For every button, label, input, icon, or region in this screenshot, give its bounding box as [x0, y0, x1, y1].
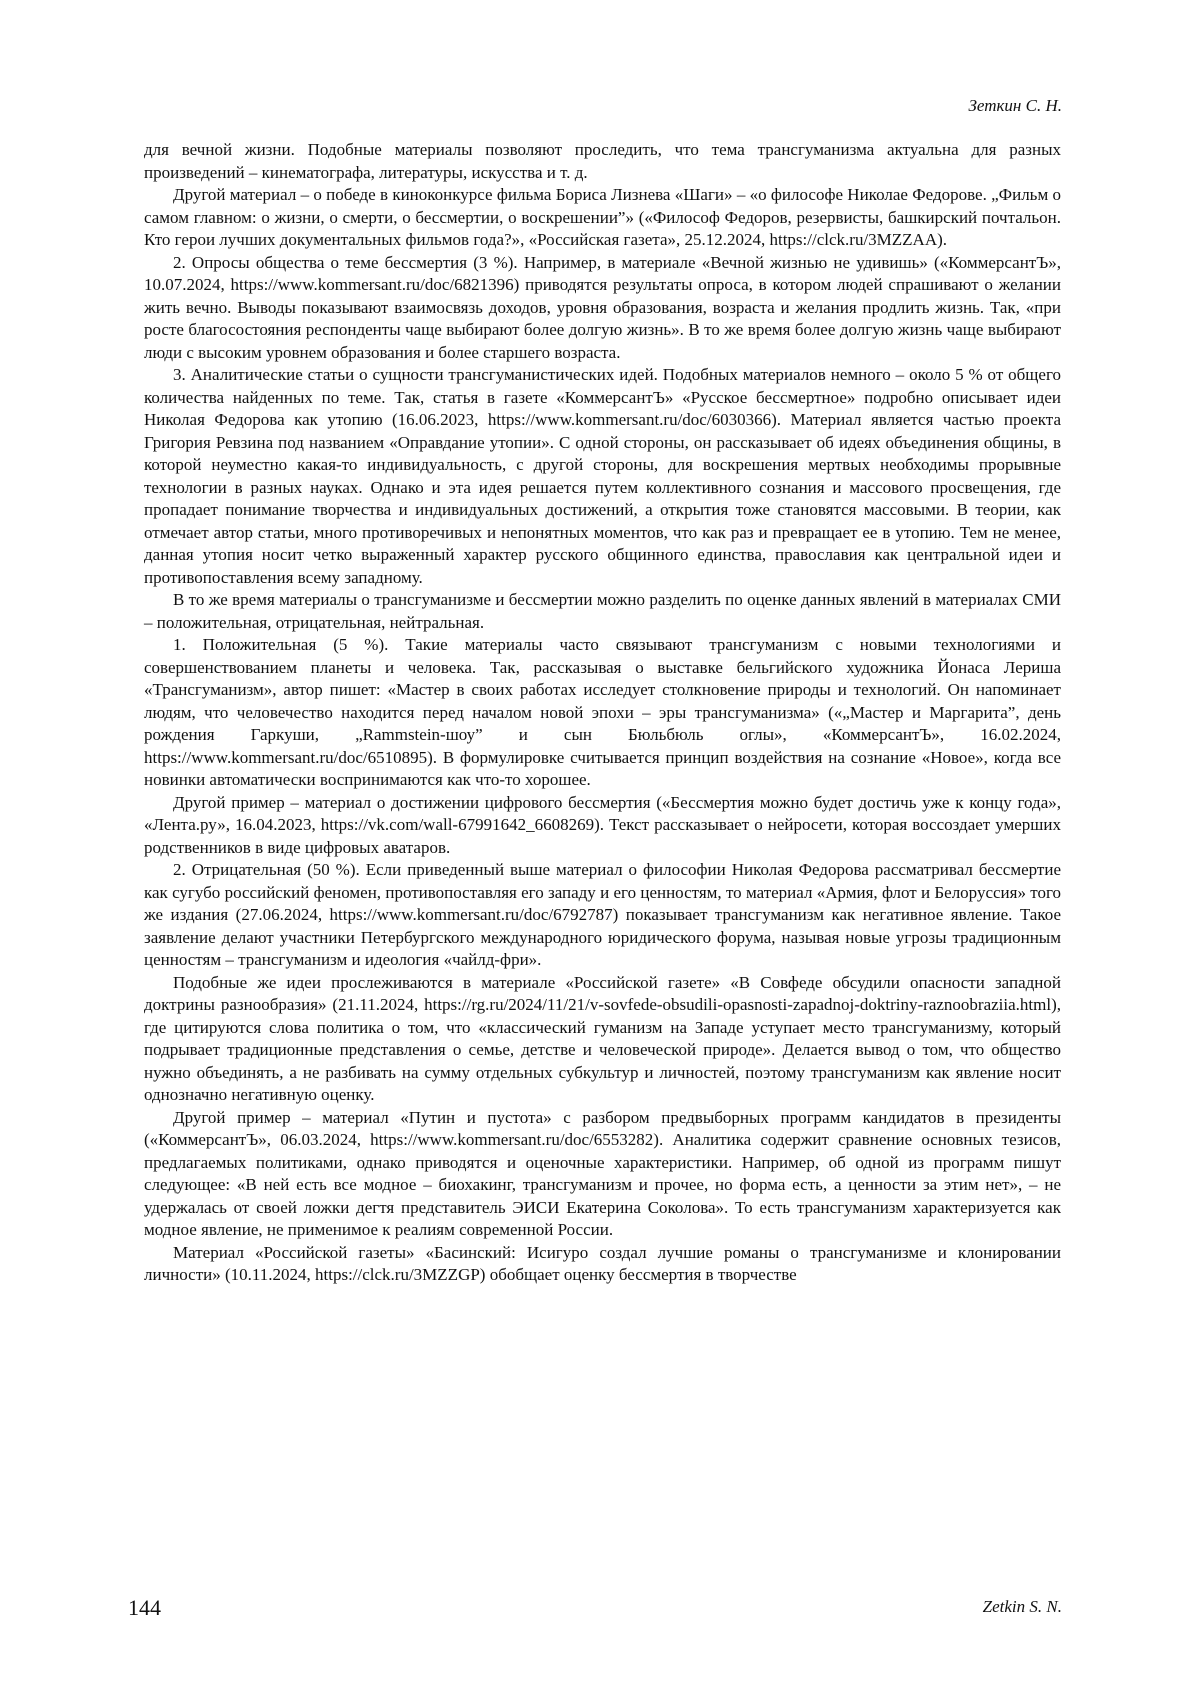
paragraph: 2. Опросы общества о теме бессмертия (3 %). Например, в материале «Вечной жизнью не удивишь» («КоммерсантЪ», 10.07.2024, https://www.kommersant.ru/doc/6821396) приводятся результаты опроса, в котором людей спрашивают о желании жить вечно. Выводы показывают взаимосвязь доходов, уровня образования, возраста и желания продлить жизнь. Так, «при росте благосостояния респонденты чаще выбирают более долгую жизнь». В то же время более долгую жизнь чаще выбирают люди с высоким уровнем образования и более старшего возраста. [144, 252, 1061, 362]
paragraph: Другой пример – материал «Путин и пустота» с разбором предвыборных программ кандидатов в президенты («КоммерсантЪ», 06.03.2024, https://www.kommersant.ru/doc/6553282). Аналитика содержит сравнение основных тезисов, предлагаемых политиками, однако приводятся и оценочные характеристики. Например, об одной из программ пишут следующее: «В ней есть все модное – биохакинг, трансгуманизм и прочее, но форма есть, а ценности за этим нет», – не удержалась от своей ложки дегтя представитель ЭИСИ Екатерина Соколова». То есть трансгуманизм характеризуется как модное явление, не применимое к реалиям современной России. [144, 1107, 1061, 1239]
paragraph: 2. Отрицательная (50 %). Если приведенный выше материал о философии Николая Федорова рассматривал бессмертие как сугубо российский феномен, противопоставляя его западу и его ценностям, то материал «Армия, флот и Белоруссия» того же издания (27.06.2024, https://www.kommersant.ru/doc/6792787) показывает трансгуманизм как негативное явление. Такое заявление делают участники Петербургского международного юридического форума, называя новые угрозы традиционным ценностям – трансгуманизм и идеология «чайлд-фри». [144, 860, 1061, 969]
paragraph: 3. Аналитические статьи о сущности трансгуманистических идей. Подобных материалов немного – около 5 % от общего количества найденных по теме. Так, статья в газете «КоммерсантЪ» «Русское бессмертное» подробно описывает идеи Николая Федорова как утопию (16.06.2023, https://www.kommersant.ru/doc/6030366). Материал является частью проекта Григория Ревзина под названием «Оправдание утопии». С одной стороны, он рассказывает об идеях объединения общины, в которой неуместно какая-то индивидуальность, с другой стороны, для воскрешения мертвых необходимы прорывные технологии в разных науках. Однако и эта идея решается путем коллективного сознания и массового просвещения, где пропадает понимание творчества и индивидуальных достижений, а открытия тоже становятся массовыми. В теории, как отмечает автор статьи, много противоречивых и непонятных моментов, что как раз и превращает ее в утопию. Тем не менее, данная утопия носит четко выраженный характер русского общинного единства, православия как центральной идеи и противопоставления всему западному. [144, 365, 1061, 587]
paragraph: В то же время материалы о трансгуманизме и бессмертии можно разделить по оценке данных явлений в материалах СМИ – положительная, отрицательная, нейтральная. [144, 590, 1061, 632]
paragraph: Материал «Российской газеты» «Басинский: Исигуро создал лучшие романы о трансгуманизме и клонировании личности» (10.11.2024, https://clck.ru/3MZZGP) обобщает оценку бессмертия в творчестве [144, 1242, 1061, 1284]
running-footer-author: Zetkin S. N. [982, 1597, 1062, 1616]
paragraph: Подобные же идеи прослеживаются в материале «Российской газете» «В Совфеде обсудили опасности западной доктрины разнообразия» (21.11.2024, https://rg.ru/2024/11/21/v-sovfede-obsudili-opasnosti-zapadnoj-doktriny-raznoobraziia.html), где цитируются слова политика о том, что «классический гуманизм на Западе уступает место трансгуманизму, который подрывает традиционные представления о семье, детстве и человеческой природе». Делается вывод о том, что общество нужно объединять, а не разбивать на сумму отдельных субкультур и личностей, поэтому трансгуманизм как явление носит однозначно негативную оценку. [144, 972, 1061, 1104]
paragraph: Другой пример – материал о достижении цифрового бессмертия («Бессмертия можно будет достичь уже к концу года», «Лента.ру», 16.04.2023, https://vk.com/wall-67991642_6608269). Текст рассказывает о нейросети, которая воссоздает умерших родственников в виде цифровых аватаров. [144, 792, 1061, 857]
paragraph: Другой материал – о победе в киноконкурсе фильма Бориса Лизнева «Шаги» – «о философе Николае Федорове. „Фильм о самом главном: о жизни, о смерти, о бессмертии, о воскрешении”» («Философ Федоров, резервисты, башкирский почтальон. Кто герои лучших документальных фильмов года?», «Российская газета», 25.12.2024, https://clck.ru/3MZZAA). [144, 185, 1061, 249]
running-header-author: Зеткин С. Н. [968, 96, 1062, 115]
paragraph-continuation: для вечной жизни. Подобные материалы позволяют проследить, что тема трансгуманизма актуальна для разных произведений – кинематографа, литературы, искусства и т. д. [144, 140, 1061, 182]
article-body [144, 139, 1061, 1287]
page-number: 144 [128, 1595, 161, 1620]
paragraph: 1. Положительная (5 %). Такие материалы часто связывают трансгуманизм с новыми технологиями и совершенствованием планеты и человека. Так, рассказывая о выставке бельгийского художника Йонаса Лериша «Трансгуманизм», автор пишет: «Мастер в своих работах исследует столкновение природы и технологий. Он напоминает людям, что человечество находится перед началом новой эпохи – эры трансгуманизма» («„Мастер и Маргарита”, день рождения Гаркуши, „Rammstein-шоу” и сын Бюльбюль оглы», «КоммерсантЪ», 16.02.2024, https://www.kommersant.ru/doc/6510895). В формулировке считывается принцип воздействия на сознание «Новое», когда все новинки автоматически воспринимаются как что-то хорошее. [144, 635, 1061, 789]
